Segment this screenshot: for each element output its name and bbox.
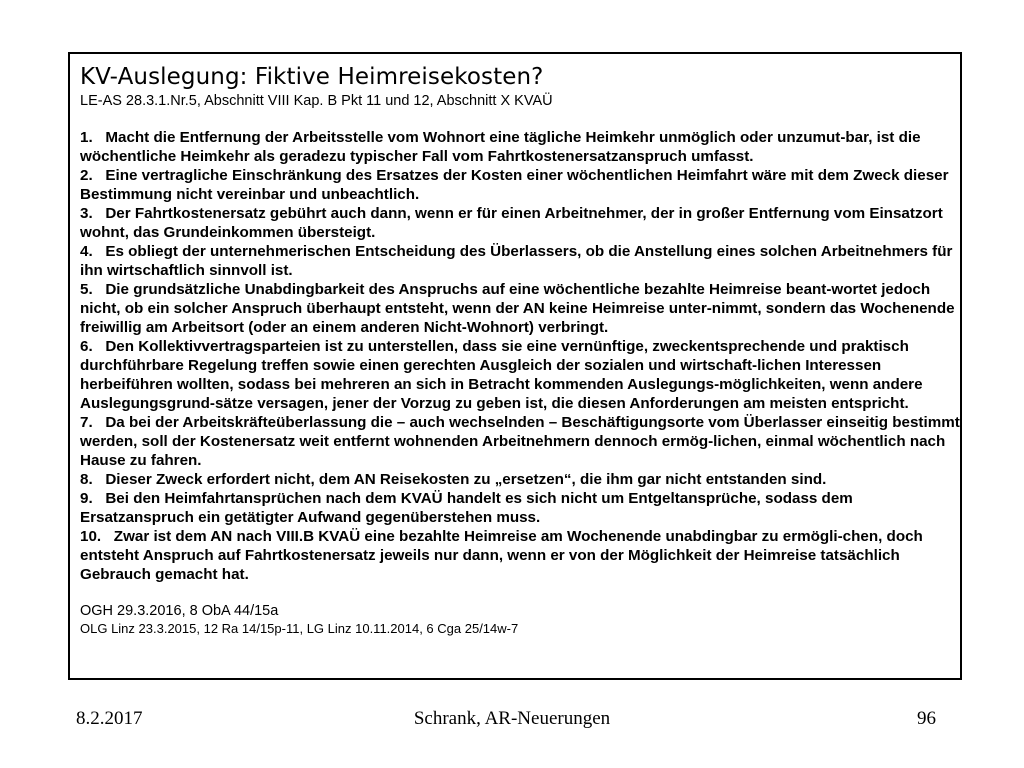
list-item-text: Den Kollektivvertragsparteien ist zu unterstellen, dass sie eine vernünftige, zweckentsprechende und praktisch durchführbare Regelung treffen sowie einen gerechten Ausgleich der sozialen und wirtschaft-lichen Interessen herbeiführen wollten, sodass bei mehreren an sich in Betracht kommenden Auslegungs-möglichkeiten, wenn andere Auslegungsgrund-sätze versagen, jener der Vorzug zu geben ist, die diesen Anforderungen am meisten entspricht.: [80, 338, 923, 412]
list-item: [80, 527, 960, 584]
list-item-number: 7.: [80, 414, 93, 431]
list-item-text: Macht die Entfernung der Arbeitsstelle vom Wohnort eine tägliche Heimkehr unmöglich oder unzumut-bar, ist die wöchentliche Heimkehr als geradezu typischer Fall vom Fahrtkostenersatzanspruch umfasst.: [80, 129, 921, 165]
list-item: [80, 204, 960, 242]
slide-content: [80, 62, 960, 637]
list-item-number: 10.: [80, 528, 102, 545]
citation-secondary: OLG Linz 23.3.2015, 12 Ra 14/15p-11, LG Linz 10.11.2014, 6 Cga 25/14w-7: [80, 621, 519, 636]
list-item-text: Zwar ist dem AN nach VIII.B KVAÜ eine bezahlte Heimreise am Wochenende unabdingbar zu ermögli-chen, doch entsteht Anspruch auf Fahrtkostenersatz jeweils nur dann, wenn er von der Möglichkeit der Heimreise tatsächlich Gebrauch gemacht hat.: [80, 528, 923, 583]
list-item-number: 9.: [80, 490, 93, 507]
list-item-text: Eine vertragliche Einschränkung des Ersatzes der Kosten einer wöchentlichen Heimfahrt wäre mit dem Zweck dieser Bestimmung nicht vereinbar und unbeachtlich.: [80, 167, 949, 203]
list-item-number: 1.: [80, 129, 93, 146]
list-item-text: Dieser Zweck erfordert nicht, dem AN Reisekosten zu „ersetzen“, die ihm gar nicht entstanden sind.: [105, 471, 827, 488]
list-item: [80, 489, 960, 527]
list-item-number: 4.: [80, 243, 93, 260]
list-item: [80, 242, 960, 280]
list-item: [80, 413, 960, 470]
slide-title: KV-Auslegung: Fiktive Heimreisekosten?: [80, 64, 544, 90]
list-item-text: Der Fahrtkostenersatz gebührt auch dann, wenn er für einen Arbeitnehmer, der in großer Entfernung vom Einsatzort wohnt, das Grundeinkommen übersteigt.: [80, 205, 943, 241]
list-item-number: 8.: [80, 471, 93, 488]
list-item: [80, 337, 960, 413]
list-item: [80, 280, 960, 337]
slide-subtitle: LE-AS 28.3.1.Nr.5, Abschnitt VIII Kap. B Pkt 11 und 12, Abschnitt X KVAÜ: [80, 93, 553, 109]
list-item-number: 2.: [80, 167, 93, 184]
citation-primary: OGH 29.3.2016, 8 ObA 44/15a: [80, 603, 279, 619]
list-item: [80, 128, 960, 166]
numbered-list: [80, 128, 960, 584]
list-item-text: Da bei der Arbeitskräfteüberlassung die – auch wechselnden – Beschäftigungsorte vom Überlasser einseitig bestimmt werden, soll der Kostenersatz weit entfernt wohnenden Arbeitnehmern dennoch ermög-lichen, einmal wöchentlich nach Hause zu fahren.: [80, 414, 960, 469]
footer-date: 8.2.2017: [76, 708, 143, 729]
list-item: [80, 166, 960, 204]
footer-author: Schrank, AR-Neuerungen: [413, 708, 611, 729]
list-item-text: Es obliegt der unternehmerischen Entscheidung des Überlassers, ob die Anstellung eines solchen Arbeitnehmers für ihn wirtschaftlich sinnvoll ist.: [80, 243, 953, 279]
list-item-text: Die grundsätzliche Unabdingbarkeit des Anspruchs auf eine wöchentliche bezahlte Heimreise beant-wortet jedoch nicht, ob ein solcher Anspruch überhaupt entsteht, wenn der AN keine Heimreise unter-nimmt, sondern das Wochenende freiwillig am Arbeitsort (oder an einem anderen Nicht-Wohnort) verbringt.: [80, 281, 955, 336]
list-item: [80, 470, 960, 489]
list-item-number: 6.: [80, 338, 93, 355]
list-item-number: 5.: [80, 281, 93, 298]
list-item-number: 3.: [80, 205, 93, 222]
list-item-text: Bei den Heimfahrtansprüchen nach dem KVAÜ handelt es sich nicht um Entgeltansprüche, sodass dem Ersatzanspruch ein getätigter Aufwand gegenüberstehen muss.: [80, 490, 853, 526]
footer-page-number: 96: [917, 708, 936, 729]
